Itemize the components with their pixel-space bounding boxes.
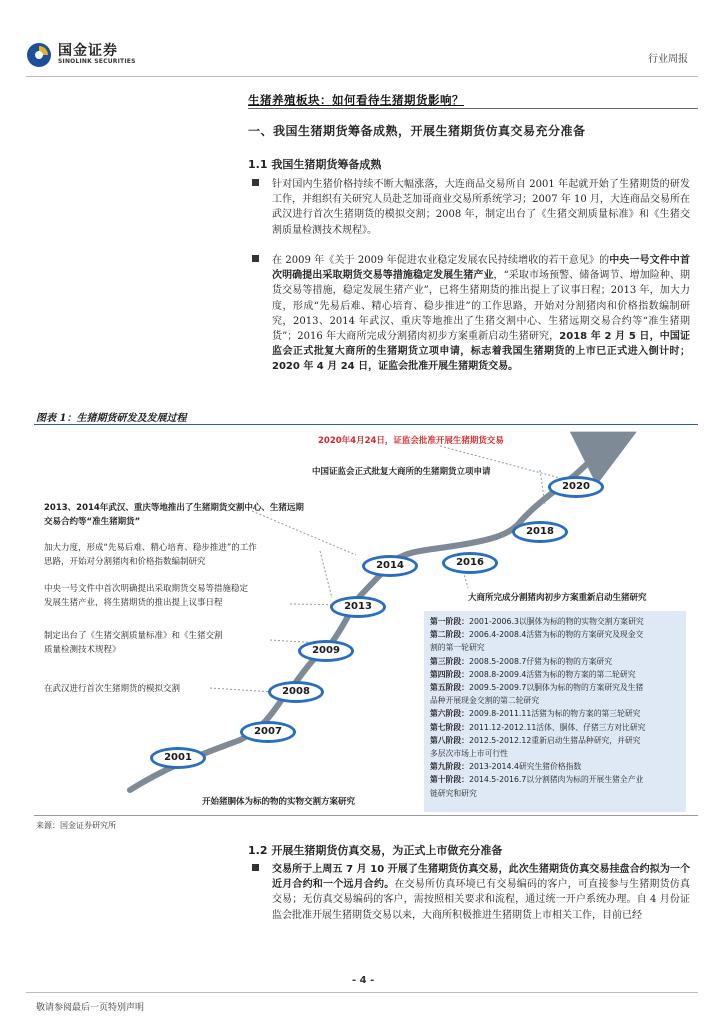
- phase-row: 第九阶段：2013-2014.4研究生猪价格指数: [430, 762, 582, 772]
- paragraph-2: 在 2009 年《关于 2009 年促进农业稳定发展农民持续增收的若干意见》的中央一号文件中首次明确提出采取期货交易等措施稳定发展生猪产业，“采取市场预警、储备调节、增加险种、期货交易等措施，稳定发展生猪产业”，已将生猪期货的推出提上了议事日程；2013 年，加大力度，形成“先易后难、精心培育、稳步推进”的工作思路，开始对分割猪肉和价格指数编制研究，2013、2014 年武汉、重庆等地推出了生猪交割中心、生猪远期交易合约等“准生猪期货”；2016 年大商所完成分割猪肉初步方案重新启动生猪研究，2018 年 2 月 5 日，中国证监会正式批复大商所的生猪期货立项申请，标志着我国生猪期货的上市已正式进入倒计时；2020 年 4 月 24 日，证监会批准开展生猪期货交易。: [272, 253, 690, 375]
- phase-row: 第三阶段：2008.5-2008.7仔猪为标的物的方案研究: [430, 656, 613, 666]
- year-node-2014: 2014: [362, 555, 418, 577]
- subheading-1-1: 1.1 我国生猪期货筹备成熟: [248, 158, 382, 171]
- year-node-2008: 2008: [268, 681, 324, 703]
- annotation-2014-line1: 2013、2014年武汉、重庆等地推出了生猪期货交割中心、生猪远期: [44, 503, 304, 513]
- bullet-icon: [252, 864, 259, 871]
- annotation-2007: 在武汉进行首次生猪期货的模拟交割: [44, 684, 181, 694]
- phase-row: 第五阶段：2009.5-2009.7以胴体为标的物的方案研究及生猪: [430, 683, 644, 693]
- year-node-2013: 2013: [330, 596, 386, 618]
- logo-text-cn: 国金证券: [58, 43, 118, 59]
- footer-disclaimer: 敬请参阅最后一页特别声明: [36, 1003, 145, 1013]
- phase-row: 割的第一轮研究: [430, 643, 485, 653]
- subheading-1-2: 1.2 开展生猪期货仿真交易，为正式上市做充分准备: [248, 844, 503, 857]
- phase-row: 第一阶段：2001-2006.3以胴体为标的物的实物交割方案研究: [430, 617, 644, 626]
- phase-row: 第四阶段：2008.8-2009.4活猪为标的物方案的第二轮研究: [430, 669, 636, 679]
- annotation-2013-line1: 加大力度，形成“先易后难、精心培育、稳步推进”的工作: [44, 543, 257, 553]
- phase-row: 第二阶段：2006.4-2008.4活猪为标的物的方案研究及现金交: [430, 630, 644, 640]
- heading-1: 一、我国生猪期货筹备成熟，开展生猪期货仿真交易充分准备: [248, 124, 586, 138]
- annotation-2013-line2: 思路，开始对分割猪肉和价格指数编制研究: [44, 557, 206, 567]
- section-title: 生猪养殖板块：如何看待生猪期货影响？: [248, 93, 464, 107]
- logo-text-en: SINOLINK SECURITIES: [58, 58, 136, 65]
- phase-row: 链研究和研究: [430, 788, 477, 798]
- phase-row: 第六阶段：2009.8-2011.11活猪为标的物方案的第三轮研究: [430, 709, 641, 719]
- figure-bottom-rule: [34, 815, 698, 816]
- leader-2014: [252, 511, 356, 555]
- year-node-2007: 2007: [240, 721, 296, 743]
- annotation-2001: 开始猪胴体为标的物的实物交割方案研究: [202, 797, 356, 807]
- annotation-2008-line2: 质量检测技术规程》: [44, 645, 121, 655]
- year-node-2009: 2009: [298, 640, 354, 662]
- year-node-2016: 2016: [442, 552, 498, 574]
- leader-2013: [320, 551, 332, 598]
- annotation-2009-line1: 中央一号文件中首次明确提出采取期货交易等措施稳定: [44, 584, 249, 594]
- phase-row: 多层次市场上市可行性: [430, 749, 508, 759]
- phases-list: [430, 615, 680, 800]
- page-number: - 4 -: [352, 975, 375, 986]
- year-node-2020: 2020: [548, 476, 604, 498]
- phase-row: 品种开展现金交割的第二轮研究: [430, 696, 540, 706]
- phase-row: 第七阶段：2011.12-2012.11活体、胴体、仔猪三方对比研究: [430, 722, 646, 732]
- annotation-2008-line1: 制定出台了《生猪交割质量标准》和《生猪交割: [44, 631, 223, 641]
- year-node-2018: 2018: [512, 521, 568, 543]
- annotation-2020: 2020年4月24日，证监会批准开展生猪期货交易: [318, 436, 504, 446]
- report-type: 行业周报: [648, 54, 688, 65]
- figure-source: 来源：国金证券研究所: [36, 821, 116, 830]
- annotation-2018: 中国证监会正式批复大商所的生猪期货立项申请: [312, 467, 491, 477]
- annotation-2009-line2: 发展生猪产业，将生猪期货的推出提上议事日程: [44, 598, 223, 608]
- figure-title: 图表 1：生猪期货研发及发展过程: [36, 413, 187, 424]
- phases-box: [424, 611, 686, 812]
- paragraph-3: 交易所于上周五 7 月 10 开展了生猪期货仿真交易，此次生猪期货仿真交易挂盘合约拟为一个近月合约和一个远月合约。在交易所仿真环境已有交易编码的客户，可直接参与生猪期货仿真交易；无仿真交易编码的客户，需按照相关要求和流程，通过统一开户系统办理。自 4 月份证监会批准开展生猪期货交易以来，大商所积极推进生猪期货上市相关工作，目前已经: [272, 862, 690, 923]
- footer-divider: [26, 992, 698, 993]
- phase-row: 第十阶段：2014.5-2016.7以分割猪肉为标的开展生猪全产业: [430, 775, 644, 785]
- annotation-2016: 大商所完成分割猪肉初步方案重新启动生猪研究: [468, 593, 647, 603]
- year-node-2001: 2001: [150, 747, 206, 769]
- paragraph-1: 针对国内生猪价格持续不断大幅涨落，大连商品交易所自 2001 年起就开始了生猪期货的研发工作，并组织有关研究人员赴芝加哥商业交易所系统学习；2007 年 10 月，大连商品交易所在武汉进行首次生猪期货的模拟交割；2008 年，制定出台了《生猪交割质量标准》和《生猪交割质量检测技术规程》。: [272, 177, 690, 238]
- phase-row: 第八阶段：2012.5-2012.12重新启动生猪品种研究，并研究: [430, 735, 641, 745]
- annotation-2014-line2: 交易合约等“准生猪期货”: [44, 517, 141, 527]
